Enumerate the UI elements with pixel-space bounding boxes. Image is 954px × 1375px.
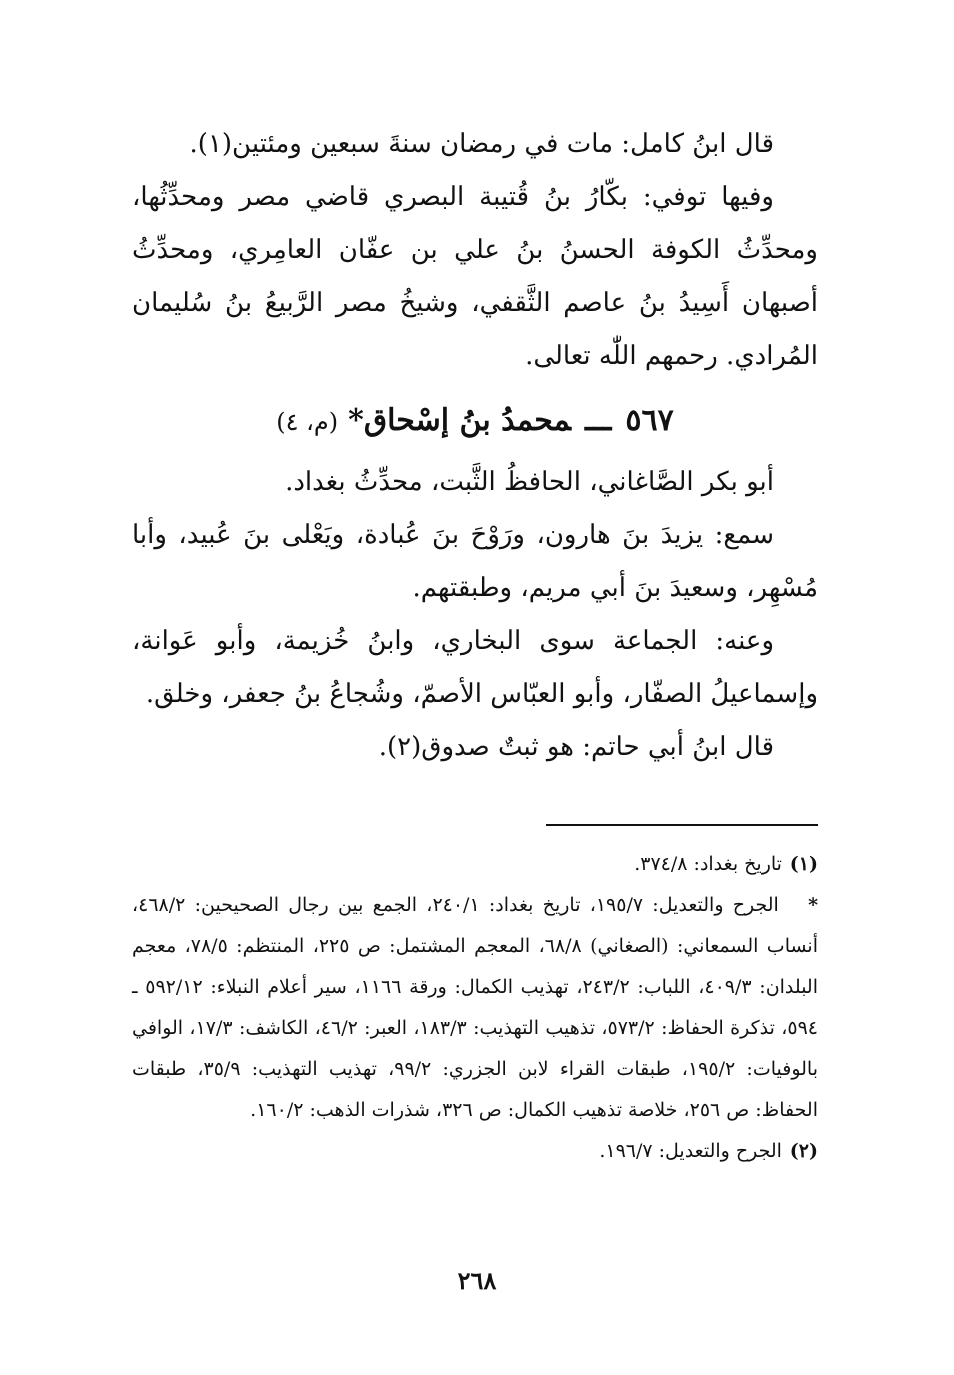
paragraph-deaths-list: وفيها توفي: بكّارُ بنُ قُتيبة البصري قاضي مصر ومحدِّثُها، ومحدِّثُ الكوفة الحسنُ بنُ علي بن عفّان العامِري، ومحدِّثُ أصبهان أَسِيدُ بنُ عاصم الثَّقفي، وشيخُ مصر الرَّبيعُ بنُ سُليمان المُرادي. رحمهم اللّٰه تعالى.	[132, 182, 818, 371]
paragraph-kunya: أبو بكر الصَّاغاني، الحافظُ الثَّبت، محدِّثُ بغداد.	[285, 467, 774, 497]
paragraph-grading: قال ابنُ أبي حاتم: هو ثبتٌ صدوق(٢).	[378, 732, 774, 762]
footnote-marker: *	[808, 894, 819, 916]
footnote-1	[132, 844, 818, 885]
footnote-text: تاريخ بغداد: ٣٧٤/٨.	[634, 853, 782, 875]
entry-name: محمدُ بنُ إسْحاق*	[348, 403, 571, 438]
entry-number: ٥٦٧	[625, 403, 674, 438]
page-number: ٢٦٨	[457, 1266, 497, 1295]
footnote-sources	[132, 885, 818, 1131]
paragraph-death-note: قال ابنُ كامل: مات في رمضان سنةَ سبعين ومئتين(١).	[189, 129, 774, 159]
main-text	[132, 118, 819, 1162]
paragraph-teachers: سمع: يزيدَ بنَ هارون، ورَوْحَ بنَ عُبادة، ويَعْلى بنَ عُبيد، وأبا مُسْهِر، وسعيدَ بنَ أبي مريم، وطبقتهم.	[132, 520, 818, 603]
entry-heading	[132, 391, 818, 452]
footnotes	[132, 844, 818, 1172]
footnote-2	[132, 1131, 818, 1172]
footnote-text: الجرح والتعديل: ١٩٦/٧.	[599, 1140, 782, 1162]
footnote-rule	[546, 824, 818, 826]
footnote-marker: (٢)	[789, 1140, 818, 1162]
footnote-marker: (١)	[789, 853, 818, 875]
entry-dash: ـــ	[584, 403, 612, 438]
paragraph-students: وعنه: الجماعة سوى البخاري، وابنُ خُزيمة، وأبو عَوانة، وإسماعيلُ الصفّار، وأبو العبّاس الأصمّ، وشُجاعُ بنُ جعفر، وخلق.	[132, 626, 818, 709]
entry-symbols: (م، ٤)	[276, 408, 339, 436]
footnote-text: الجرح والتعديل: ١٩٥/٧، تاريخ بغداد: ٢٤٠/١، الجمع بين رجال الصحيحين: ٤٦٨/٢، أنساب السمعاني: (الصغاني) ٦٨/٨، المعجم المشتمل: ص ٢٢٥، المنتظم: ٧٨/٥، معجم البلدان: ٤٠٩/٣، اللباب: ٢٤٣/٢، تهذيب الكمال: ورقة ١١٦٦، سير أعلام النبلاء: ٥٩٢/١٢ ـ ٥٩٤، تذكرة الحفاظ: ٥٧٣/٢، تذهيب التهذيب: ١٨٣/٣، العبر: ٤٦/٢، الكاشف: ١٧/٣، الوافي بالوفيات: ١٩٥/٢، طبقات القراء لابن الجزري: ٩٩/٢، تهذيب التهذيب: ٣٥/٩، طبقات الحفاظ: ص ٢٥٦، خلاصة تذهيب الكمال: ص ٣٢٦، شذرات الذهب: ١٦٠/٢.	[132, 894, 818, 1121]
